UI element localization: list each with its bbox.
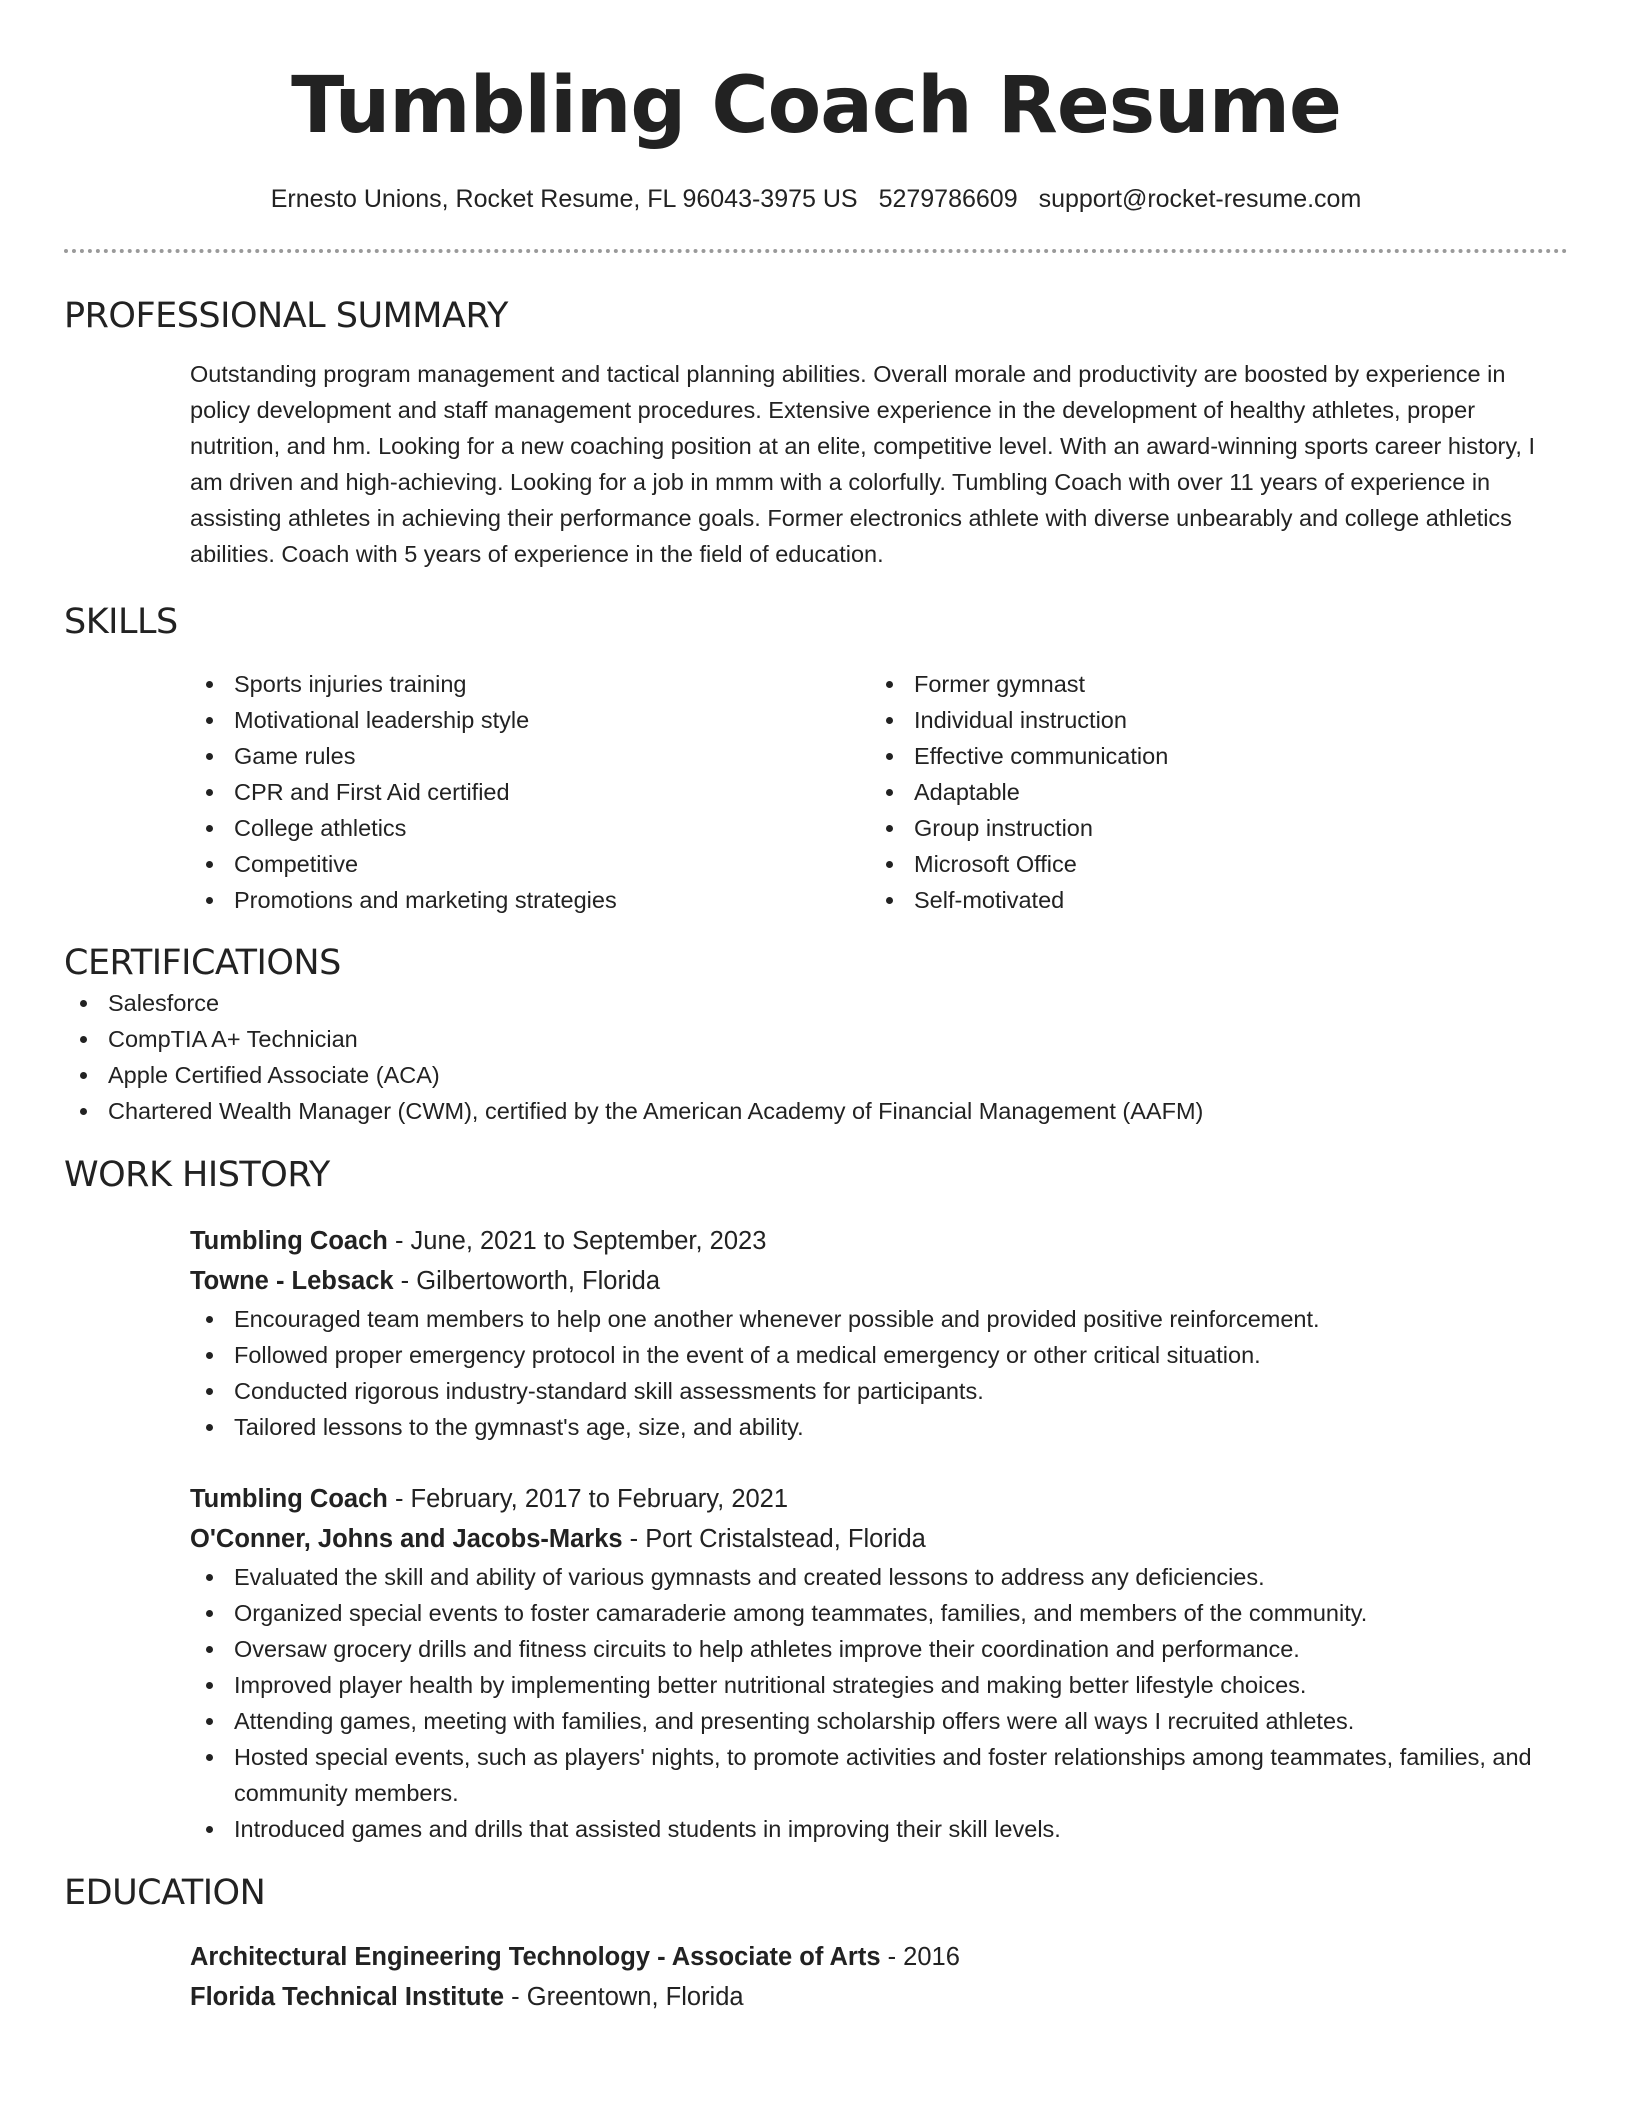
job-title-line: [190, 1479, 1568, 1519]
skill-item: Individual instruction: [870, 702, 1550, 738]
skill-item: Motivational leadership style: [190, 702, 870, 738]
summary-heading: PROFESSIONAL SUMMARY: [64, 296, 508, 336]
job-dates: - June, 2021 to September, 2023: [387, 1227, 767, 1255]
skills-heading: SKILLS: [64, 602, 178, 642]
skill-item: College athletics: [190, 810, 870, 846]
job-duty: Organized special events to foster camaraderie among teammates, families, and members of the community.: [190, 1595, 1568, 1631]
job-company: Towne - Lebsack: [190, 1267, 394, 1295]
skill-item: Competitive: [190, 846, 870, 882]
skill-item: Former gymnast: [870, 666, 1550, 702]
job-duty: Introduced games and drills that assisted students in improving their skill levels.: [190, 1811, 1568, 1847]
job-duty: Tailored lessons to the gymnast's age, size, and ability.: [190, 1409, 1568, 1445]
education-year: - 2016: [880, 1943, 960, 1971]
header-divider: [64, 249, 1568, 253]
education-heading: EDUCATION: [64, 1873, 266, 1913]
skill-item: Effective communication: [870, 738, 1550, 774]
job-duty: Evaluated the skill and ability of various gymnasts and created lessons to address any deficiencies.: [190, 1559, 1568, 1595]
contact-email: support@rocket-resume.com: [1038, 185, 1362, 213]
skill-item: Promotions and marketing strategies: [190, 882, 870, 918]
job-duty: Encouraged team members to help one another whenever possible and provided positive reinforcement.: [190, 1301, 1568, 1337]
work-history-heading: WORK HISTORY: [64, 1155, 330, 1195]
job-entry: [190, 1221, 1568, 1445]
certifications-list: [64, 985, 1568, 1129]
certifications-heading: CERTIFICATIONS: [64, 943, 341, 983]
job-entry: [190, 1479, 1568, 1847]
job-duty: Oversaw grocery drills and fitness circuits to help athletes improve their coordination and performance.: [190, 1631, 1568, 1667]
job-location: - Gilbertoworth, Florida: [393, 1267, 660, 1295]
education-degree-line: [190, 1937, 1568, 1977]
job-duty: Followed proper emergency protocol in the event of a medical emergency or other critical situation.: [190, 1337, 1568, 1373]
skill-item: Game rules: [190, 738, 870, 774]
certification-item: Chartered Wealth Manager (CWM), certified by the American Academy of Financial Management (AAFM): [64, 1093, 1568, 1129]
job-title-line: [190, 1221, 1568, 1261]
contact-address: Ernesto Unions, Rocket Resume, FL 96043-3975 US: [270, 185, 858, 213]
contact-line: [64, 182, 1568, 216]
education-location: - Greentown, Florida: [504, 1983, 744, 2011]
job-company-line: [190, 1519, 1568, 1559]
certification-item: Apple Certified Associate (ACA): [64, 1057, 1568, 1093]
job-role: Tumbling Coach: [190, 1485, 388, 1513]
resume-page: [64, 0, 1568, 2017]
education-school: Florida Technical Institute: [190, 1983, 505, 2011]
contact-phone: 5279786609: [878, 185, 1018, 213]
job-location: - Port Cristalstead, Florida: [622, 1525, 926, 1553]
job-role: Tumbling Coach: [190, 1227, 388, 1255]
skill-item: Sports injuries training: [190, 666, 870, 702]
certification-item: CompTIA A+ Technician: [64, 1021, 1568, 1057]
job-duty: Improved player health by implementing better nutritional strategies and making better lifestyle choices.: [190, 1667, 1568, 1703]
certification-item: Salesforce: [64, 985, 1568, 1021]
skill-item: Microsoft Office: [870, 846, 1550, 882]
job-duties-list: [190, 1559, 1568, 1847]
skills-grid: [190, 666, 1568, 918]
education-entry: [190, 1937, 1568, 2017]
job-duties-list: [190, 1301, 1568, 1445]
job-company-line: [190, 1261, 1568, 1301]
skill-item: Group instruction: [870, 810, 1550, 846]
education-degree: Architectural Engineering Technology - Associate of Arts: [190, 1943, 881, 1971]
summary-text: Outstanding program management and tactical planning abilities. Overall morale and productivity are boosted by experience in policy development and staff management procedures. Extensive experience in the development of healthy athletes, proper nutrition, and hm. Looking for a new coaching position at an elite, competitive level. With an award-winning sports career history, I am driven and high-achieving. Looking for a job in mmm with a colorfully. Tumbling Coach with over 11 years of experience in assisting athletes in achieving their performance goals. Former electronics athlete with diverse unbearably and college athletics abilities. Coach with 5 years of experience in the field of education.: [190, 361, 1535, 567]
skills-list-right: [870, 666, 1550, 918]
education-school-line: [190, 1977, 1568, 2017]
job-duty: Hosted special events, such as players' nights, to promote activities and foster relationships among teammates, families, and community members.: [190, 1739, 1568, 1811]
skill-item: CPR and First Aid certified: [190, 774, 870, 810]
job-dates: - February, 2017 to February, 2021: [387, 1485, 789, 1513]
job-company: O'Conner, Johns and Jacobs-Marks: [190, 1525, 623, 1553]
job-duty: Attending games, meeting with families, and presenting scholarship offers were all ways I recruited athletes.: [190, 1703, 1568, 1739]
skills-list-left: [190, 666, 870, 918]
resume-title: Tumbling Coach Resume: [291, 61, 1341, 151]
job-duty: Conducted rigorous industry-standard skill assessments for participants.: [190, 1373, 1568, 1409]
skill-item: Adaptable: [870, 774, 1550, 810]
skill-item: Self-motivated: [870, 882, 1550, 918]
